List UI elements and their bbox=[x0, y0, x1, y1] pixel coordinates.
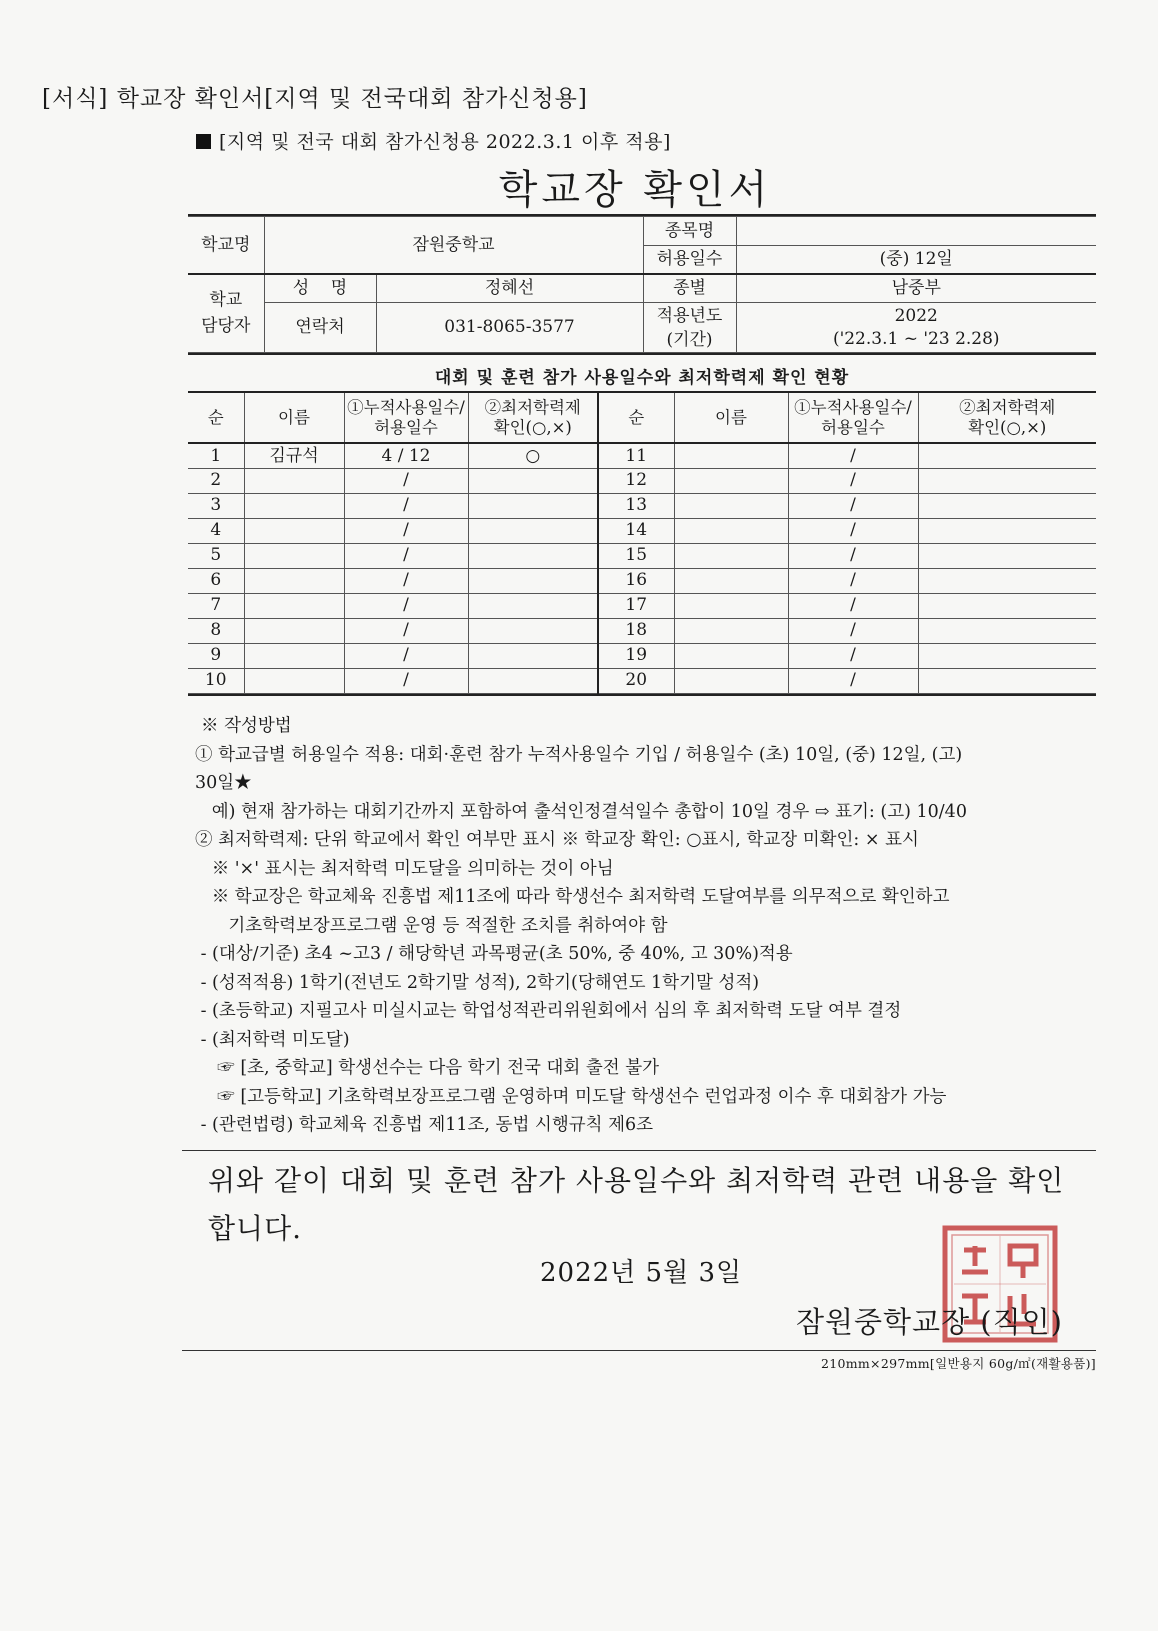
row-days-2: / bbox=[788, 543, 918, 568]
instruction-line: ☞ [고등학교] 기초학력보장프로그램 운영하며 미도달 학생선수 런업과정 이수 후 대회참가 가능 bbox=[195, 1086, 947, 1107]
row-days: / bbox=[344, 518, 468, 543]
contact-label: 학교 담당자 bbox=[188, 274, 264, 353]
row-name: 김규석 bbox=[244, 443, 344, 468]
row-no: 9 bbox=[188, 643, 244, 668]
row-check bbox=[468, 643, 598, 668]
row-check-2 bbox=[918, 593, 1096, 618]
divider bbox=[182, 1150, 1096, 1151]
row-check-2 bbox=[918, 543, 1096, 568]
row-name-2 bbox=[674, 643, 788, 668]
row-days-2: / bbox=[788, 668, 918, 693]
contact-name: 정혜선 bbox=[376, 274, 643, 303]
row-days: 4 / 12 bbox=[344, 443, 468, 468]
row-no: 7 bbox=[188, 593, 244, 618]
row-days-2: / bbox=[788, 568, 918, 593]
col-name-2: 이름 bbox=[674, 393, 788, 443]
col-days-2: ①누적사용일수/ 허용일수 bbox=[788, 393, 918, 443]
row-check-2 bbox=[918, 618, 1096, 643]
row-name-2 bbox=[674, 443, 788, 468]
row-check bbox=[468, 543, 598, 568]
principal-signature: 잠원중학교장 (직인) bbox=[796, 1305, 1063, 1339]
row-days: / bbox=[344, 668, 468, 693]
row-days: / bbox=[344, 493, 468, 518]
table-row bbox=[188, 543, 1096, 568]
school-name: 잠원중학교 bbox=[264, 217, 643, 274]
row-no: 6 bbox=[188, 568, 244, 593]
sub-label-text: [지역 및 전국 대회 참가신청용 2022.3.1 이후 적용] bbox=[219, 131, 671, 153]
row-no-2: 15 bbox=[598, 543, 674, 568]
table-row bbox=[188, 643, 1096, 668]
usage-table bbox=[188, 393, 1096, 696]
row-no-2: 18 bbox=[598, 618, 674, 643]
row-name-2 bbox=[674, 468, 788, 493]
date: 2022년 5월 3일 bbox=[540, 1258, 743, 1288]
page-title: 학교장 확인서 bbox=[498, 167, 772, 213]
row-name bbox=[244, 543, 344, 568]
instruction-line: - (초등학교) 지필고사 미실시교는 학업성적관리위원회에서 심의 후 최저학력 도달 여부 결정 bbox=[195, 1001, 902, 1021]
instruction-line: ※ 학교장은 학교체육 진흥법 제11조에 따라 학생선수 최저학력 도달여부를 의무적으로 확인하고 bbox=[195, 887, 950, 907]
instruction-line: ☞ [초, 중학교] 학생선수는 다음 학기 전국 대회 출전 불가 bbox=[195, 1058, 660, 1078]
row-name bbox=[244, 643, 344, 668]
form-label: [서식] 학교장 확인서[지역 및 전국대회 참가신청용] bbox=[42, 86, 588, 112]
table-row bbox=[188, 668, 1096, 693]
instruction-line: ※ '×' 표시는 최저학력 미도달을 의미하는 것이 아님 bbox=[195, 858, 614, 879]
table-row bbox=[188, 493, 1096, 518]
row-no: 2 bbox=[188, 468, 244, 493]
event-value bbox=[736, 217, 1096, 246]
row-no-2: 19 bbox=[598, 643, 674, 668]
allowed-days-label: 허용일수 bbox=[643, 246, 736, 274]
row-days: / bbox=[344, 543, 468, 568]
row-days-2: / bbox=[788, 443, 918, 468]
row-check bbox=[468, 468, 598, 493]
row-check-2 bbox=[918, 668, 1096, 693]
row-days-2: / bbox=[788, 593, 918, 618]
row-name-2 bbox=[674, 593, 788, 618]
row-days: / bbox=[344, 618, 468, 643]
school-name-label: 학교명 bbox=[188, 217, 264, 274]
row-no-2: 13 bbox=[598, 493, 674, 518]
row-no: 3 bbox=[188, 493, 244, 518]
instruction-line: - (대상/기준) 초4 ~고3 / 해당학년 과목평균(초 50%, 중 40%, 고 30%)적용 bbox=[195, 944, 793, 964]
table-row bbox=[188, 468, 1096, 493]
instruction-line: - (관련법령) 학교체육 진흥법 제11조, 동법 시행규칙 제6조 bbox=[195, 1115, 654, 1135]
col-days: ①누적사용일수/ 허용일수 bbox=[344, 393, 468, 443]
row-name bbox=[244, 468, 344, 493]
row-no: 10 bbox=[188, 668, 244, 693]
instruction-line: - (최저학력 미도달) bbox=[195, 1029, 350, 1050]
col-no-2: 순 bbox=[598, 393, 674, 443]
paper-size-note: 210mm×297mm[일반용지 60g/㎡(재활용품)] bbox=[820, 1356, 1096, 1371]
row-check bbox=[468, 518, 598, 543]
school-info-table bbox=[188, 214, 1096, 355]
row-check-2 bbox=[918, 568, 1096, 593]
row-days: / bbox=[344, 643, 468, 668]
row-name bbox=[244, 668, 344, 693]
col-name: 이름 bbox=[244, 393, 344, 443]
category-label: 종별 bbox=[643, 274, 736, 303]
footer-divider bbox=[182, 1350, 1096, 1351]
row-no: 8 bbox=[188, 618, 244, 643]
row-check bbox=[468, 593, 598, 618]
instruction-line: - (성적적용) 1학기(전년도 2학기말 성적), 2학기(당해연도 1학기말 성적) bbox=[195, 972, 760, 993]
table-row bbox=[188, 568, 1096, 593]
row-days-2: / bbox=[788, 518, 918, 543]
allowed-days-value: (중) 12일 bbox=[736, 246, 1096, 274]
table-row bbox=[188, 593, 1096, 618]
row-no-2: 12 bbox=[598, 468, 674, 493]
row-name-2 bbox=[674, 618, 788, 643]
row-name-2 bbox=[674, 518, 788, 543]
year-value: 2022 bbox=[894, 305, 938, 326]
col-no: 순 bbox=[188, 393, 244, 443]
row-no-2: 17 bbox=[598, 593, 674, 618]
year-label: 적용년도 (기간) bbox=[643, 303, 736, 353]
phone-value: 031-8065-3577 bbox=[376, 303, 643, 353]
square-bullet-icon bbox=[196, 134, 211, 149]
row-name bbox=[244, 568, 344, 593]
category-value: 남중부 bbox=[736, 274, 1096, 303]
instruction-line: 30일★ bbox=[195, 773, 252, 793]
row-name-2 bbox=[674, 493, 788, 518]
row-check bbox=[468, 493, 598, 518]
row-check bbox=[468, 618, 598, 643]
sub-label bbox=[196, 127, 671, 154]
name-label: 성 명 bbox=[264, 274, 376, 303]
row-name bbox=[244, 493, 344, 518]
period-value: ('22.3.1 ~ '23 2.28) bbox=[832, 328, 1000, 349]
row-check-2 bbox=[918, 518, 1096, 543]
row-no: 4 bbox=[188, 518, 244, 543]
row-days-2: / bbox=[788, 618, 918, 643]
confirmation-text: 위와 같이 대회 및 훈련 참가 사용일수와 최저학력 관련 내용을 확인합니다. bbox=[208, 1164, 1065, 1245]
row-no-2: 16 bbox=[598, 568, 674, 593]
table-row bbox=[188, 618, 1096, 643]
instructions bbox=[195, 712, 1095, 1140]
summary-header: 대회 및 훈련 참가 사용일수와 최저학력제 확인 현황 bbox=[188, 363, 1096, 393]
row-name bbox=[244, 593, 344, 618]
event-label: 종목명 bbox=[643, 217, 736, 246]
row-no-2: 20 bbox=[598, 668, 674, 693]
row-days: / bbox=[344, 568, 468, 593]
instruction-line: 기초학력보장프로그램 운영 등 적절한 조치를 취하여야 함 bbox=[195, 915, 668, 936]
table-row bbox=[188, 443, 1096, 468]
row-check-2 bbox=[918, 643, 1096, 668]
col-check-2: ②최저학력제 확인(○,×) bbox=[918, 393, 1096, 443]
row-name-2 bbox=[674, 668, 788, 693]
row-no-2: 11 bbox=[598, 443, 674, 468]
row-check-2 bbox=[918, 468, 1096, 493]
row-no-2: 14 bbox=[598, 518, 674, 543]
row-check-2 bbox=[918, 493, 1096, 518]
row-name bbox=[244, 518, 344, 543]
table-row bbox=[188, 518, 1096, 543]
row-days-2: / bbox=[788, 468, 918, 493]
row-days: / bbox=[344, 593, 468, 618]
row-no: 5 bbox=[188, 543, 244, 568]
row-check: ○ bbox=[468, 443, 598, 468]
row-days: / bbox=[344, 468, 468, 493]
row-name-2 bbox=[674, 543, 788, 568]
col-check: ②최저학력제 확인(○,×) bbox=[468, 393, 598, 443]
row-name-2 bbox=[674, 568, 788, 593]
row-no: 1 bbox=[188, 443, 244, 468]
phone-label: 연락처 bbox=[264, 303, 376, 353]
row-check bbox=[468, 668, 598, 693]
instruction-line: 예) 현재 참가하는 대회기간까지 포함하여 출석인정결석일수 총합이 10일 경우 ⇨ 표기: (고) 10/40 bbox=[195, 801, 967, 822]
instruction-line: ※ 작성방법 bbox=[201, 716, 292, 736]
row-check-2 bbox=[918, 443, 1096, 468]
instruction-line: ② 최저학력제: 단위 학교에서 확인 여부만 표시 ※ 학교장 확인: ○표시, 학교장 미확인: × 표시 bbox=[195, 830, 919, 850]
year-cell bbox=[736, 303, 1096, 353]
row-check bbox=[468, 568, 598, 593]
instruction-line: ① 학교급별 허용일수 적용: 대회·훈련 참가 누적사용일수 기입 / 허용일수 (초) 10일, (중) 12일, (고) bbox=[195, 744, 963, 765]
row-days-2: / bbox=[788, 643, 918, 668]
row-name bbox=[244, 618, 344, 643]
row-days-2: / bbox=[788, 493, 918, 518]
